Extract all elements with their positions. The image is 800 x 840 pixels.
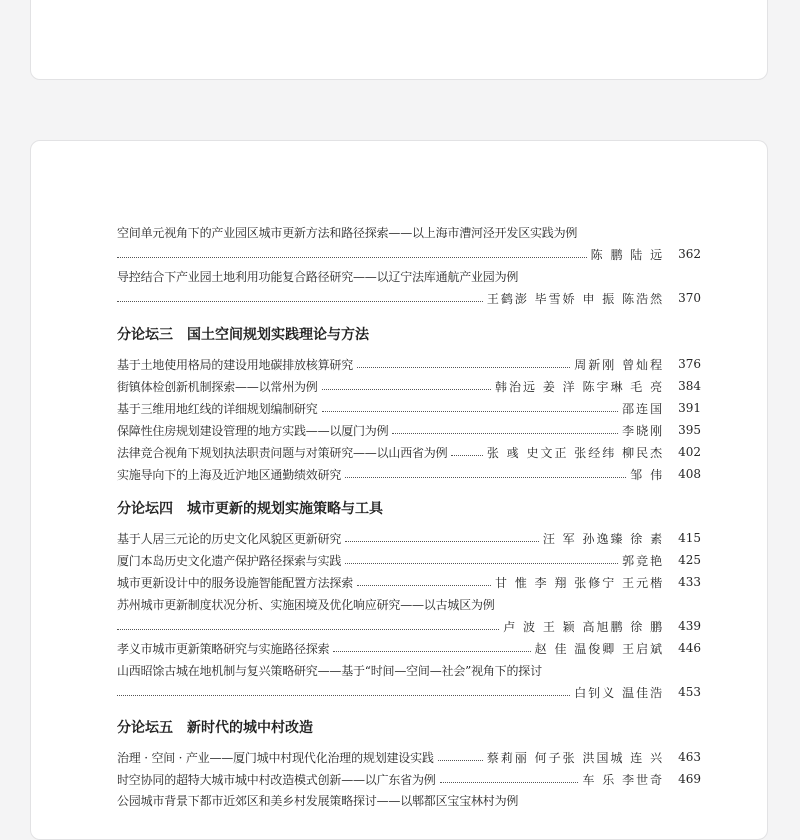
entry-page: 425: [678, 553, 701, 567]
section-heading: [117, 497, 383, 519]
toc-entry[interactable]: [117, 420, 701, 440]
entry-authors: 赵 佳 温俊卿 王启斌: [534, 641, 665, 656]
entry-title: 实施导向下的上海及近沪地区通勤绩效研究: [117, 467, 342, 482]
section-title: 城市更新的规划实施策略与工具: [187, 501, 383, 517]
leader-dots: [117, 301, 483, 302]
leader-dots: [345, 477, 626, 478]
entry-title: 治理 · 空间 · 产业——厦门城中村现代化治理的规划建设实践: [117, 750, 434, 765]
toc-entry[interactable]: [117, 638, 701, 658]
toc-entry[interactable]: [117, 769, 701, 789]
entry-page: 408: [678, 467, 701, 481]
entry-page: 391: [678, 401, 701, 415]
leader-dots: [392, 433, 618, 434]
leader-dots: [345, 541, 539, 542]
entry-title: 山西昭馀古城在地机制与复兴策略研究——基于“时间—空间—社会”视角下的探讨: [117, 663, 542, 678]
toc-entry-title-line[interactable]: [117, 790, 701, 810]
toc-entry-leader-line[interactable]: [117, 616, 701, 636]
entry-authors: 韩治远 姜 洋 陈宇琳 毛 亮: [495, 379, 665, 394]
entry-authors: 车 乐 李世奇: [582, 772, 665, 787]
toc-entry[interactable]: [117, 464, 701, 484]
section-label: 分论坛四: [117, 501, 173, 517]
leader-dots: [333, 651, 530, 652]
toc-entry-leader-line[interactable]: [117, 288, 701, 308]
toc-entry[interactable]: [117, 376, 701, 396]
entry-title: 时空协同的超特大城市城中村改造模式创新——以广东省为例: [117, 772, 436, 787]
entry-authors: 白钊义 温佳浩: [574, 685, 665, 700]
section-title: 新时代的城中村改造: [187, 720, 313, 736]
toc-entry[interactable]: [117, 398, 701, 418]
leader-dots: [345, 563, 618, 564]
entry-authors: 周新刚 曾灿程: [574, 357, 665, 372]
entry-page: 415: [678, 531, 701, 545]
toc-entry[interactable]: [117, 550, 701, 570]
toc-entry-leader-line[interactable]: [117, 682, 701, 702]
leader-dots: [357, 585, 491, 586]
entry-authors: 卢 波 王 颖 高旭鹏 徐 鹏: [503, 619, 665, 634]
section-heading: [117, 323, 369, 345]
toc-entry[interactable]: [117, 442, 701, 462]
entry-title: 基于人居三元论的历史文化风貌区更新研究: [117, 531, 342, 546]
entry-page: 362: [678, 247, 701, 261]
entry-authors: 陈 鹏 陆 远: [590, 247, 665, 262]
entry-authors: 邵连国: [622, 401, 665, 416]
leader-dots: [451, 455, 482, 456]
entry-page: 433: [678, 575, 701, 589]
entry-title: 基于土地使用格局的建设用地碳排放核算研究: [117, 357, 354, 372]
entry-authors: 郭竞艳: [622, 553, 665, 568]
entry-authors: 李晓刚: [622, 423, 665, 438]
leader-dots: [438, 760, 483, 761]
entry-page: 402: [678, 445, 701, 459]
toc-entry-title-line[interactable]: [117, 594, 701, 614]
entry-title: 导控结合下产业园土地利用功能复合路径研究——以辽宁法库通航产业园为例: [117, 269, 519, 284]
entry-page: 384: [678, 379, 701, 393]
toc-entry-title-line[interactable]: [117, 222, 701, 242]
entry-page: 446: [678, 641, 701, 655]
entry-title: 街镇体检创新机制探索——以常州为例: [117, 379, 318, 394]
entry-title: 基于三维用地红线的详细规划编制研究: [117, 401, 318, 416]
toc-entry-title-line[interactable]: [117, 266, 701, 286]
leader-dots: [440, 782, 579, 783]
toc-entry-title-line[interactable]: [117, 660, 701, 680]
entry-title: 保障性住房规划建设管理的地方实践——以厦门为例: [117, 423, 389, 438]
entry-title: 苏州城市更新制度状况分析、实施困境及优化响应研究——以古城区为例: [117, 597, 495, 612]
entry-page: 370: [678, 291, 701, 305]
entry-authors: 张 彧 史文正 张经纬 柳民杰: [486, 445, 665, 460]
entry-page: 439: [678, 619, 701, 633]
toc-entry-leader-line[interactable]: [117, 244, 701, 264]
leader-dots: [117, 629, 499, 630]
previous-page-card: [30, 0, 768, 80]
entry-title: 空间单元视角下的产业园区城市更新方法和路径探索——以上海市漕河泾开发区实践为例: [117, 225, 578, 240]
leader-dots: [117, 695, 570, 696]
entry-page: 453: [678, 685, 701, 699]
entry-page: 463: [678, 750, 701, 764]
entry-title: 孝义市城市更新策略研究与实施路径探索: [117, 641, 330, 656]
toc-entry[interactable]: [117, 572, 701, 592]
entry-authors: 邹 伟: [630, 467, 665, 482]
entry-title: 厦门本岛历史文化遗产保护路径探索与实践: [117, 553, 342, 568]
entry-authors: 王鹤澎 毕雪娇 申 振 陈浩然: [486, 291, 665, 306]
leader-dots: [117, 257, 587, 258]
entry-title: 法律竞合视角下规划执法职责问题与对策研究——以山西省为例: [117, 445, 448, 460]
section-heading: [117, 716, 313, 738]
entry-title: 公园城市背景下都市近郊区和美乡村发展策略探讨——以郫都区宝宝林村为例: [117, 793, 519, 808]
entry-title: 城市更新设计中的服务设施智能配置方法探索: [117, 575, 354, 590]
toc-entry[interactable]: [117, 354, 701, 374]
section-title: 国土空间规划实践理论与方法: [187, 327, 369, 343]
toc-entry[interactable]: [117, 528, 701, 548]
entry-authors: 蔡莉丽 何子张 洪国城 连 兴: [486, 750, 665, 765]
entry-authors: 汪 军 孙逸臻 徐 素: [542, 531, 665, 546]
entry-page: 469: [678, 772, 701, 786]
leader-dots: [322, 389, 491, 390]
leader-dots: [322, 411, 618, 412]
leader-dots: [357, 367, 570, 368]
entry-authors: 甘 惟 李 翔 张修宁 王元楷: [495, 575, 665, 590]
entry-page: 376: [678, 357, 701, 371]
section-label: 分论坛三: [117, 327, 173, 343]
section-label: 分论坛五: [117, 720, 173, 736]
toc-entry[interactable]: [117, 747, 701, 767]
entry-page: 395: [678, 423, 701, 437]
